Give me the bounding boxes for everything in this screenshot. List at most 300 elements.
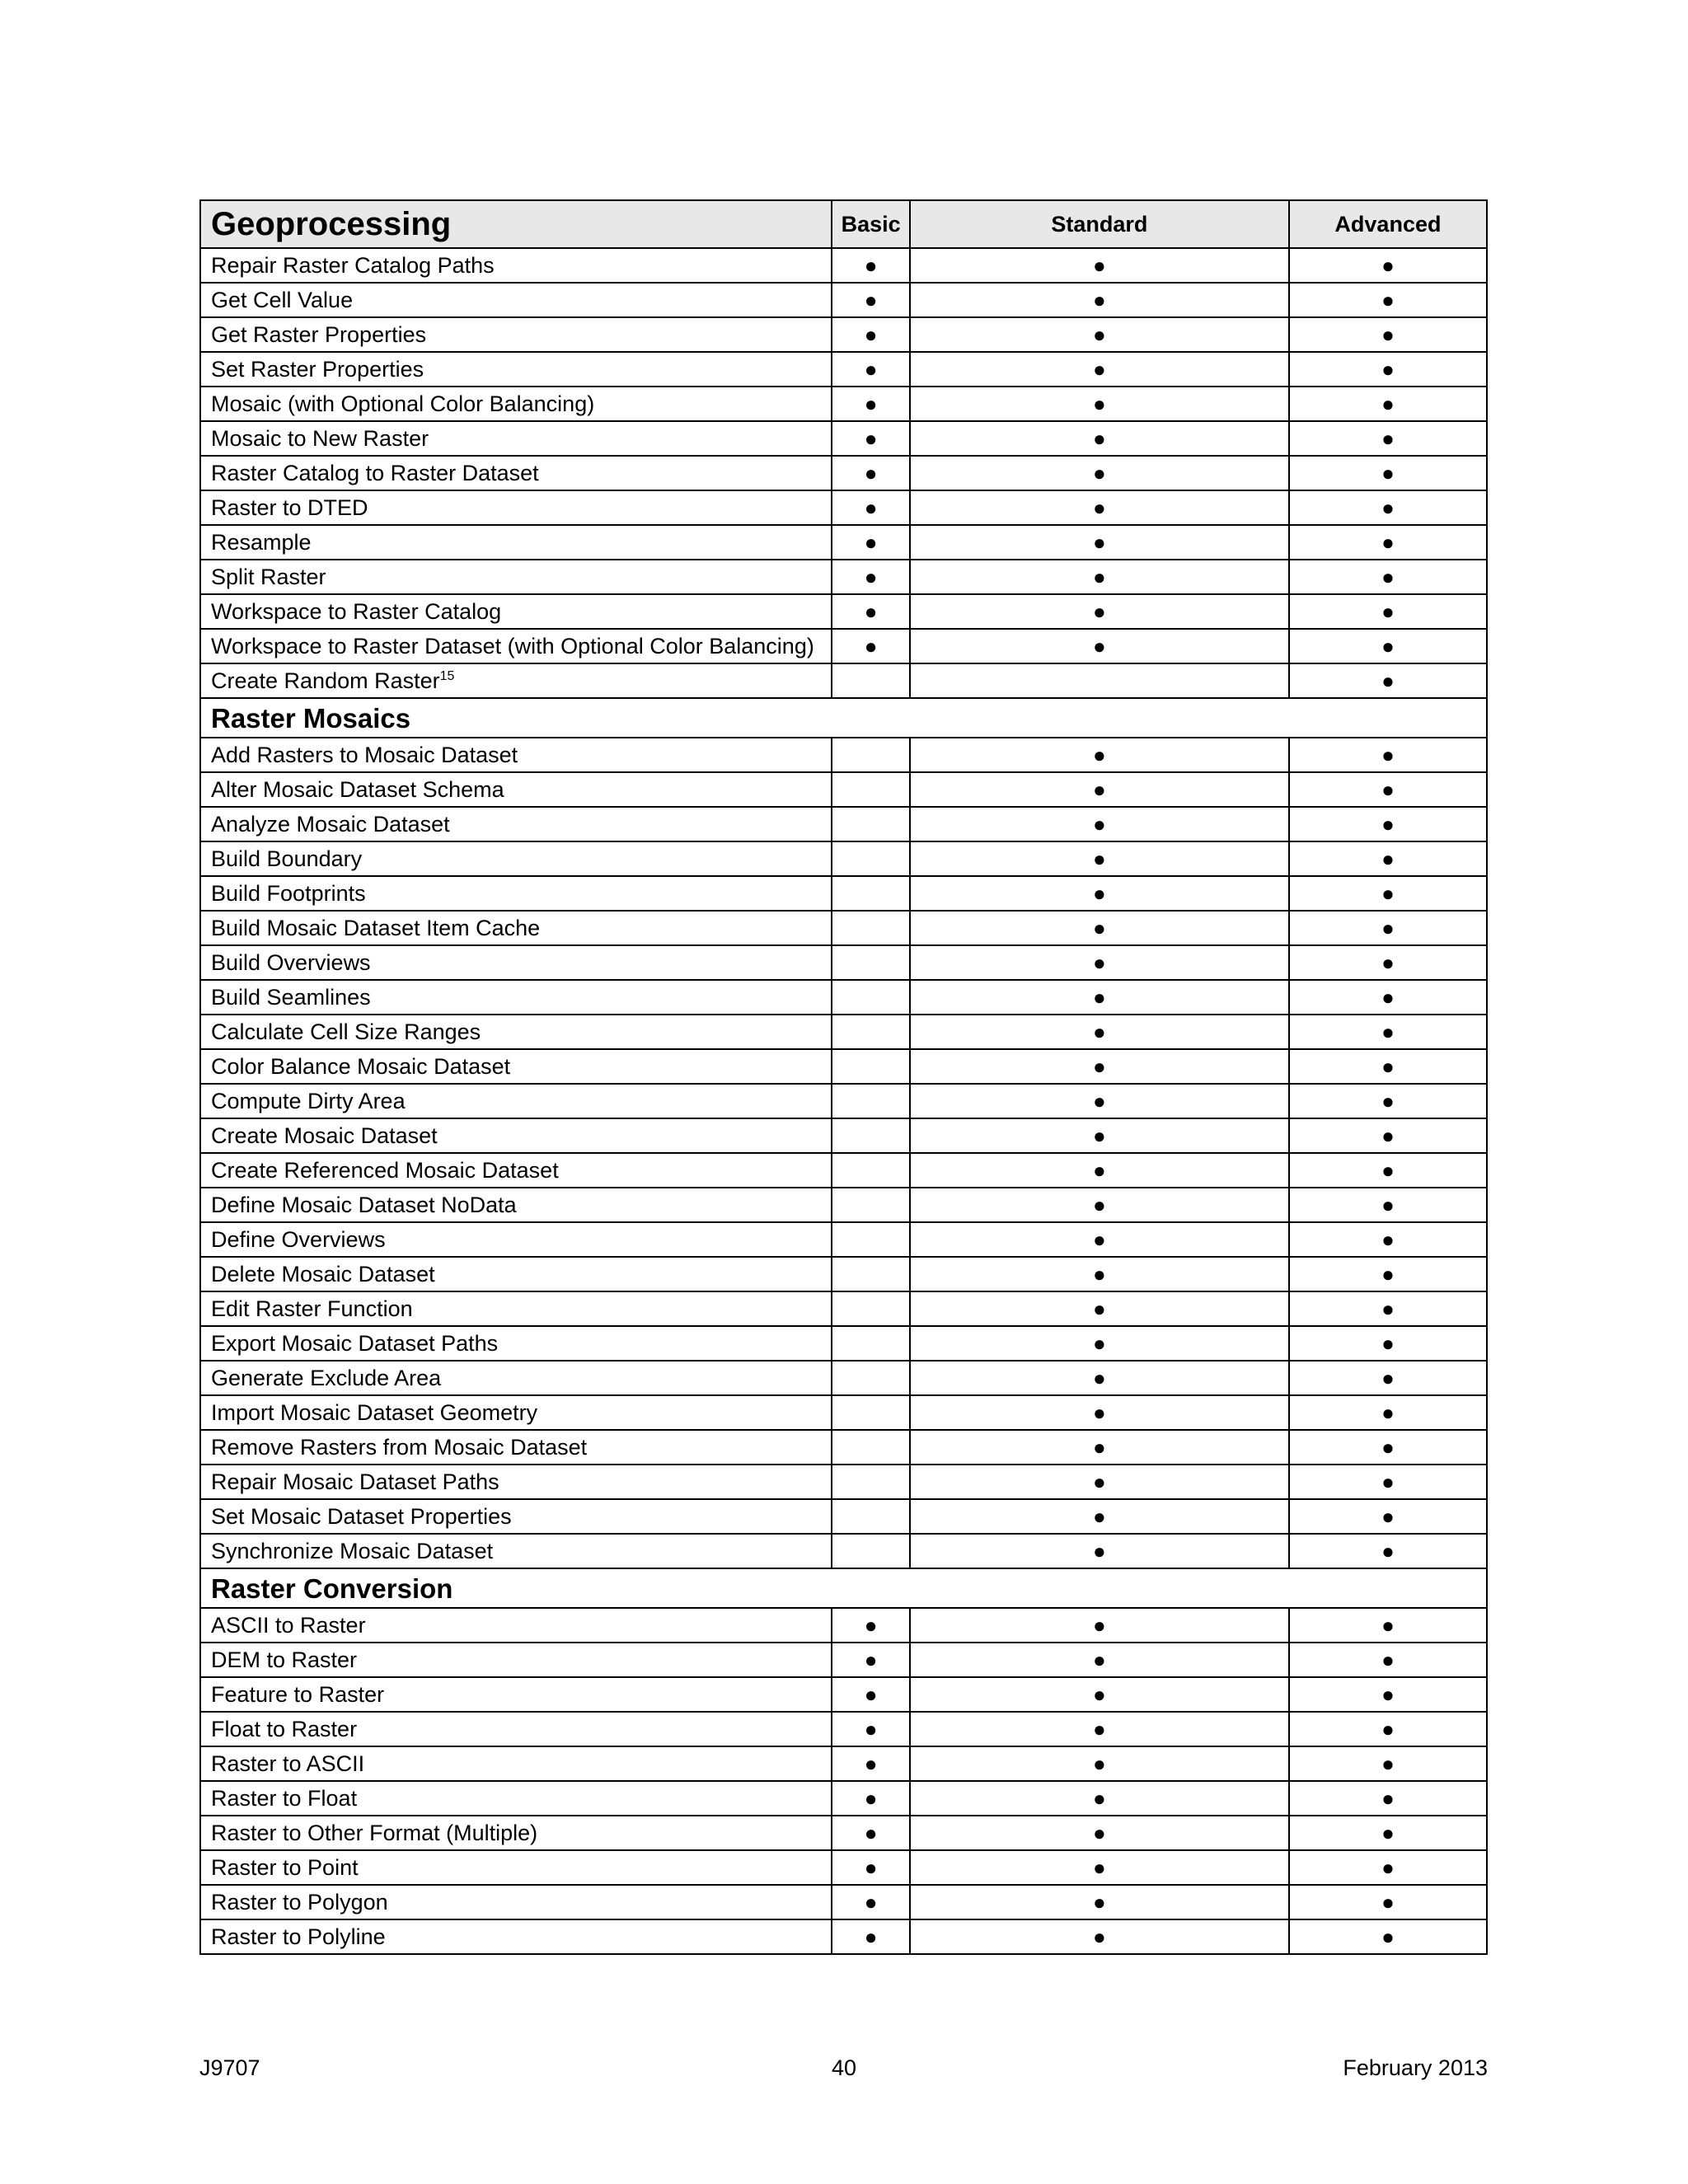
bullet-mark: ● xyxy=(1093,322,1106,347)
table-row xyxy=(200,980,1487,1015)
bullet-mark: ● xyxy=(864,634,878,658)
bullet-mark: ● xyxy=(1093,1331,1106,1356)
availability-basic-cell xyxy=(832,1712,909,1746)
tool-name-cell xyxy=(200,945,832,980)
bullet-mark: ● xyxy=(1381,1924,1395,1949)
availability-basic-cell xyxy=(832,1430,909,1465)
bullet-mark: ● xyxy=(1381,985,1395,1010)
tool-name: Build Overviews xyxy=(211,949,371,975)
bullet-mark: ● xyxy=(864,1924,878,1949)
availability-advanced-cell xyxy=(1289,1430,1487,1465)
availability-standard-cell xyxy=(910,876,1289,911)
bullet-mark: ● xyxy=(1381,881,1395,906)
availability-basic-cell xyxy=(832,1326,909,1361)
bullet-mark: ● xyxy=(1093,1504,1106,1529)
tool-name: Raster to ASCII xyxy=(211,1750,365,1776)
table-row xyxy=(200,1049,1487,1084)
tool-name: Edit Raster Function xyxy=(211,1296,413,1321)
availability-basic-cell xyxy=(832,1361,909,1395)
availability-standard-cell xyxy=(910,1395,1289,1430)
availability-basic-cell xyxy=(832,421,909,456)
tool-name: Create Random Raster xyxy=(211,668,440,693)
bullet-mark: ● xyxy=(1093,743,1106,767)
table-row xyxy=(200,525,1487,560)
tool-name-cell xyxy=(200,1395,832,1430)
tool-name-cell xyxy=(200,876,832,911)
bullet-mark: ● xyxy=(1093,1193,1106,1217)
bullet-mark: ● xyxy=(1381,322,1395,347)
tool-name-cell xyxy=(200,1015,832,1049)
bullet-mark: ● xyxy=(864,1751,878,1776)
bullet-mark: ● xyxy=(864,357,878,382)
availability-basic-cell xyxy=(832,283,909,317)
bullet-mark: ● xyxy=(1093,253,1106,278)
bullet-mark: ● xyxy=(1381,916,1395,940)
bullet-mark: ● xyxy=(1381,1331,1395,1356)
bullet-mark: ● xyxy=(1381,288,1395,312)
column-header-basic: Basic xyxy=(832,200,909,248)
availability-standard-cell xyxy=(910,1816,1289,1850)
availability-basic-cell xyxy=(832,456,909,490)
availability-advanced-cell xyxy=(1289,772,1487,807)
bullet-mark: ● xyxy=(1093,777,1106,802)
availability-advanced-cell xyxy=(1289,421,1487,456)
license-table xyxy=(199,199,1488,1955)
footer-date: February 2013 xyxy=(1343,2055,1488,2080)
tool-name-cell xyxy=(200,911,832,945)
availability-standard-cell xyxy=(910,1015,1289,1049)
bullet-mark: ● xyxy=(1093,881,1106,906)
availability-advanced-cell xyxy=(1289,1361,1487,1395)
tool-name-cell xyxy=(200,772,832,807)
bullet-mark: ● xyxy=(1093,950,1106,975)
availability-standard-cell xyxy=(910,1465,1289,1499)
availability-standard-cell xyxy=(910,911,1289,945)
bullet-mark: ● xyxy=(1381,599,1395,624)
bullet-mark: ● xyxy=(1381,1089,1395,1113)
bullet-mark: ● xyxy=(1093,1400,1106,1425)
availability-basic-cell xyxy=(832,1015,909,1049)
tool-name-cell xyxy=(200,525,832,560)
tool-name: Float to Raster xyxy=(211,1716,358,1741)
availability-basic-cell xyxy=(832,1885,909,1919)
table-row xyxy=(200,1643,1487,1677)
tool-name-cell xyxy=(200,1643,832,1677)
table-row xyxy=(200,1534,1487,1568)
bullet-mark: ● xyxy=(864,1613,878,1638)
bullet-mark: ● xyxy=(1381,1296,1395,1321)
tool-name-cell xyxy=(200,352,832,387)
tool-name: Calculate Cell Size Ranges xyxy=(211,1019,481,1044)
availability-standard-cell xyxy=(910,1361,1289,1395)
table-row xyxy=(200,1430,1487,1465)
bullet-mark: ● xyxy=(1093,1539,1106,1563)
bullet-mark: ● xyxy=(1381,1751,1395,1776)
tool-name-cell xyxy=(200,248,832,283)
bullet-mark: ● xyxy=(1381,495,1395,520)
tool-name-cell xyxy=(200,387,832,421)
bullet-mark: ● xyxy=(1381,1890,1395,1915)
bullet-mark: ● xyxy=(1093,1682,1106,1707)
tool-name: Set Mosaic Dataset Properties xyxy=(211,1503,512,1529)
availability-basic-cell xyxy=(832,1291,909,1326)
availability-advanced-cell xyxy=(1289,1816,1487,1850)
bullet-mark: ● xyxy=(1093,1054,1106,1079)
bullet-mark: ● xyxy=(1381,1504,1395,1529)
table-row xyxy=(200,945,1487,980)
footnote-marker: 15 xyxy=(439,668,455,683)
bullet-mark: ● xyxy=(1381,1262,1395,1286)
availability-standard-cell xyxy=(910,1118,1289,1153)
availability-standard-cell xyxy=(910,1430,1289,1465)
availability-basic-cell xyxy=(832,317,909,352)
bullet-mark: ● xyxy=(1381,1717,1395,1741)
table-row xyxy=(200,876,1487,911)
availability-advanced-cell xyxy=(1289,525,1487,560)
table-row xyxy=(200,248,1487,283)
bullet-mark: ● xyxy=(1381,253,1395,278)
availability-standard-cell xyxy=(910,807,1289,841)
table-row xyxy=(200,1712,1487,1746)
tool-name-cell xyxy=(200,1084,832,1118)
availability-standard-cell xyxy=(910,1188,1289,1222)
table-row xyxy=(200,738,1487,772)
tool-name: Raster to Polygon xyxy=(211,1889,388,1915)
tool-name-cell xyxy=(200,841,832,876)
tool-name: Compute Dirty Area xyxy=(211,1088,406,1113)
bullet-mark: ● xyxy=(1093,426,1106,451)
column-header-advanced: Advanced xyxy=(1289,200,1487,248)
tool-name-cell xyxy=(200,1712,832,1746)
tool-name: Define Overviews xyxy=(211,1226,386,1252)
availability-standard-cell xyxy=(910,387,1289,421)
bullet-mark: ● xyxy=(1381,565,1395,589)
table-row xyxy=(200,1850,1487,1885)
column-header-standard: Standard xyxy=(910,200,1289,248)
table-row xyxy=(200,1608,1487,1643)
availability-standard-cell xyxy=(910,1781,1289,1816)
availability-basic-cell xyxy=(832,1153,909,1188)
tool-name-cell xyxy=(200,629,832,663)
table-row xyxy=(200,807,1487,841)
tool-name: Raster Catalog to Raster Dataset xyxy=(211,460,539,485)
tool-name-cell xyxy=(200,1430,832,1465)
table-title: Geoprocessing xyxy=(200,200,832,248)
availability-advanced-cell xyxy=(1289,1465,1487,1499)
bullet-mark: ● xyxy=(1381,357,1395,382)
tool-name: Analyze Mosaic Dataset xyxy=(211,811,450,837)
table-row xyxy=(200,1816,1487,1850)
tool-name-cell xyxy=(200,1919,832,1954)
bullet-mark: ● xyxy=(1093,1924,1106,1949)
tool-name: Export Mosaic Dataset Paths xyxy=(211,1330,499,1356)
availability-standard-cell xyxy=(910,1677,1289,1712)
availability-advanced-cell xyxy=(1289,1643,1487,1677)
bullet-mark: ● xyxy=(1381,1435,1395,1460)
bullet-mark: ● xyxy=(1381,1821,1395,1845)
availability-advanced-cell xyxy=(1289,1712,1487,1746)
tool-name-cell xyxy=(200,1534,832,1568)
availability-basic-cell xyxy=(832,1850,909,1885)
tool-name-cell xyxy=(200,1153,832,1188)
availability-standard-cell xyxy=(910,1885,1289,1919)
availability-standard-cell xyxy=(910,1326,1289,1361)
bullet-mark: ● xyxy=(1093,495,1106,520)
availability-standard-cell xyxy=(910,317,1289,352)
table-row xyxy=(200,1188,1487,1222)
availability-advanced-cell xyxy=(1289,352,1487,387)
table-row xyxy=(200,456,1487,490)
bullet-mark: ● xyxy=(1093,1296,1106,1321)
tool-name-cell xyxy=(200,1361,832,1395)
availability-basic-cell xyxy=(832,490,909,525)
availability-advanced-cell xyxy=(1289,1118,1487,1153)
tool-name-cell xyxy=(200,421,832,456)
tool-name-cell xyxy=(200,738,832,772)
availability-advanced-cell xyxy=(1289,629,1487,663)
tool-name: Raster to DTED xyxy=(211,494,368,520)
availability-advanced-cell xyxy=(1289,1850,1487,1885)
availability-basic-cell xyxy=(832,1118,909,1153)
tool-name-cell xyxy=(200,1499,832,1534)
table-row xyxy=(200,1257,1487,1291)
table-row xyxy=(200,1326,1487,1361)
table-row xyxy=(200,1084,1487,1118)
table-body xyxy=(200,248,1487,1954)
availability-standard-cell xyxy=(910,980,1289,1015)
availability-advanced-cell xyxy=(1289,248,1487,283)
tool-name-cell xyxy=(200,1850,832,1885)
availability-standard-cell xyxy=(910,738,1289,772)
availability-standard-cell xyxy=(910,772,1289,807)
table-row xyxy=(200,1118,1487,1153)
tool-name-cell xyxy=(200,1188,832,1222)
footer-page-number: 40 xyxy=(831,2055,857,2080)
availability-advanced-cell xyxy=(1289,945,1487,980)
availability-basic-cell xyxy=(832,1049,909,1084)
availability-standard-cell xyxy=(910,1499,1289,1534)
availability-advanced-cell xyxy=(1289,1534,1487,1568)
table-row xyxy=(200,387,1487,421)
tool-name: Create Referenced Mosaic Dataset xyxy=(211,1157,559,1183)
bullet-mark: ● xyxy=(1093,1019,1106,1044)
tool-name-cell xyxy=(200,1608,832,1643)
availability-basic-cell xyxy=(832,1188,909,1222)
availability-basic-cell xyxy=(832,1816,909,1850)
tool-name-cell xyxy=(200,980,832,1015)
table-row xyxy=(200,1395,1487,1430)
table-row xyxy=(200,772,1487,807)
bullet-mark: ● xyxy=(1381,1054,1395,1079)
tool-name: Mosaic to New Raster xyxy=(211,425,429,451)
bullet-mark: ● xyxy=(1093,1786,1106,1811)
availability-advanced-cell xyxy=(1289,1222,1487,1257)
bullet-mark: ● xyxy=(1381,1786,1395,1811)
availability-basic-cell xyxy=(832,1222,909,1257)
tool-name-cell xyxy=(200,1049,832,1084)
tool-name: Set Raster Properties xyxy=(211,356,424,382)
availability-basic-cell xyxy=(832,1465,909,1499)
table-row xyxy=(200,421,1487,456)
tool-name: Get Cell Value xyxy=(211,287,354,312)
table-row xyxy=(200,1919,1487,1954)
tool-name: Build Mosaic Dataset Item Cache xyxy=(211,915,541,940)
availability-basic-cell xyxy=(832,1257,909,1291)
bullet-mark: ● xyxy=(1381,950,1395,975)
bullet-mark: ● xyxy=(1381,1123,1395,1148)
tool-name: Resample xyxy=(211,529,312,555)
table-row xyxy=(200,283,1487,317)
availability-basic-cell xyxy=(832,1608,909,1643)
bullet-mark: ● xyxy=(1093,288,1106,312)
table-row xyxy=(200,560,1487,594)
availability-standard-cell xyxy=(910,629,1289,663)
availability-basic-cell xyxy=(832,352,909,387)
table-row xyxy=(200,1222,1487,1257)
bullet-mark: ● xyxy=(1093,1751,1106,1776)
bullet-mark: ● xyxy=(1093,1158,1106,1183)
availability-advanced-cell xyxy=(1289,911,1487,945)
bullet-mark: ● xyxy=(1093,1123,1106,1148)
bullet-mark: ● xyxy=(864,1890,878,1915)
availability-basic-cell xyxy=(832,560,909,594)
tool-name-cell xyxy=(200,1677,832,1712)
bullet-mark: ● xyxy=(1381,743,1395,767)
tool-name-cell xyxy=(200,317,832,352)
availability-basic-cell xyxy=(832,876,909,911)
tool-name: Repair Mosaic Dataset Paths xyxy=(211,1469,499,1494)
table-row xyxy=(200,1746,1487,1781)
bullet-mark: ● xyxy=(1093,1089,1106,1113)
availability-basic-cell xyxy=(832,738,909,772)
availability-standard-cell xyxy=(910,1643,1289,1677)
tool-name-cell xyxy=(200,594,832,629)
availability-basic-cell xyxy=(832,594,909,629)
bullet-mark: ● xyxy=(1381,1400,1395,1425)
bullet-mark: ● xyxy=(1093,565,1106,589)
availability-standard-cell xyxy=(910,1257,1289,1291)
availability-basic-cell xyxy=(832,1746,909,1781)
availability-standard-cell xyxy=(910,1608,1289,1643)
tool-name-cell xyxy=(200,1291,832,1326)
table-row xyxy=(200,490,1487,525)
tool-name: Mosaic (with Optional Color Balancing) xyxy=(211,391,595,416)
tool-name: Workspace to Raster Dataset (with Optional Color Balancing) xyxy=(211,633,814,658)
availability-advanced-cell xyxy=(1289,1326,1487,1361)
bullet-mark: ● xyxy=(864,426,878,451)
bullet-mark: ● xyxy=(1381,1193,1395,1217)
availability-basic-cell xyxy=(832,1534,909,1568)
bullet-mark: ● xyxy=(1381,1855,1395,1880)
availability-advanced-cell xyxy=(1289,1188,1487,1222)
bullet-mark: ● xyxy=(864,391,878,416)
bullet-mark: ● xyxy=(1381,668,1395,693)
availability-basic-cell xyxy=(832,945,909,980)
availability-basic-cell xyxy=(832,772,909,807)
bullet-mark: ● xyxy=(1381,812,1395,837)
availability-advanced-cell xyxy=(1289,1049,1487,1084)
availability-advanced-cell xyxy=(1289,1257,1487,1291)
availability-basic-cell xyxy=(832,525,909,560)
bullet-mark: ● xyxy=(1381,1366,1395,1390)
bullet-mark: ● xyxy=(1093,1227,1106,1252)
bullet-mark: ● xyxy=(1381,846,1395,871)
tool-name: Raster to Float xyxy=(211,1785,358,1811)
tool-name-cell xyxy=(200,1257,832,1291)
table-row xyxy=(200,1781,1487,1816)
availability-advanced-cell xyxy=(1289,1084,1487,1118)
availability-standard-cell xyxy=(910,490,1289,525)
tool-name: Raster to Other Format (Multiple) xyxy=(211,1820,538,1845)
bullet-mark: ● xyxy=(1381,391,1395,416)
bullet-mark: ● xyxy=(1093,391,1106,416)
section-header-row xyxy=(200,698,1487,738)
bullet-mark: ● xyxy=(1093,599,1106,624)
availability-standard-cell xyxy=(910,248,1289,283)
tool-name: Generate Exclude Area xyxy=(211,1365,442,1390)
tool-name: Add Rasters to Mosaic Dataset xyxy=(211,742,518,767)
bullet-mark: ● xyxy=(864,1855,878,1880)
availability-standard-cell xyxy=(910,283,1289,317)
table-row xyxy=(200,317,1487,352)
section-title: Raster Mosaics xyxy=(200,698,1487,738)
availability-standard-cell xyxy=(910,594,1289,629)
tool-name-cell xyxy=(200,1816,832,1850)
section-header-row xyxy=(200,1568,1487,1608)
availability-standard-cell xyxy=(910,352,1289,387)
availability-standard-cell xyxy=(910,1919,1289,1954)
tool-name: Feature to Raster xyxy=(211,1681,385,1707)
table-row xyxy=(200,911,1487,945)
bullet-mark: ● xyxy=(1381,1613,1395,1638)
availability-standard-cell xyxy=(910,1153,1289,1188)
tool-name-cell xyxy=(200,1222,832,1257)
availability-basic-cell xyxy=(832,629,909,663)
bullet-mark: ● xyxy=(1093,461,1106,485)
tool-name: Remove Rasters from Mosaic Dataset xyxy=(211,1434,588,1460)
table-row xyxy=(200,1153,1487,1188)
availability-standard-cell xyxy=(910,1534,1289,1568)
availability-standard-cell xyxy=(910,421,1289,456)
tool-name: ASCII to Raster xyxy=(211,1612,366,1638)
availability-advanced-cell xyxy=(1289,490,1487,525)
bullet-mark: ● xyxy=(1093,1435,1106,1460)
bullet-mark: ● xyxy=(1381,1647,1395,1672)
availability-advanced-cell xyxy=(1289,841,1487,876)
availability-basic-cell xyxy=(832,980,909,1015)
bullet-mark: ● xyxy=(1093,846,1106,871)
table-row xyxy=(200,1291,1487,1326)
tool-name: Define Mosaic Dataset NoData xyxy=(211,1192,517,1217)
availability-advanced-cell xyxy=(1289,980,1487,1015)
bullet-mark: ● xyxy=(1381,634,1395,658)
table-row xyxy=(200,1465,1487,1499)
availability-standard-cell xyxy=(910,560,1289,594)
tool-name: Create Mosaic Dataset xyxy=(211,1122,438,1148)
availability-basic-cell xyxy=(832,1919,909,1954)
bullet-mark: ● xyxy=(1093,1855,1106,1880)
tool-name-cell xyxy=(200,560,832,594)
bullet-mark: ● xyxy=(1093,916,1106,940)
table-row xyxy=(200,1361,1487,1395)
availability-standard-cell xyxy=(910,1712,1289,1746)
footer-document-id: J9707 xyxy=(199,2055,260,2080)
tool-name-cell xyxy=(200,1326,832,1361)
tool-name: Split Raster xyxy=(211,564,326,589)
tool-name: Color Balance Mosaic Dataset xyxy=(211,1053,511,1079)
bullet-mark: ● xyxy=(1381,426,1395,451)
availability-advanced-cell xyxy=(1289,1015,1487,1049)
